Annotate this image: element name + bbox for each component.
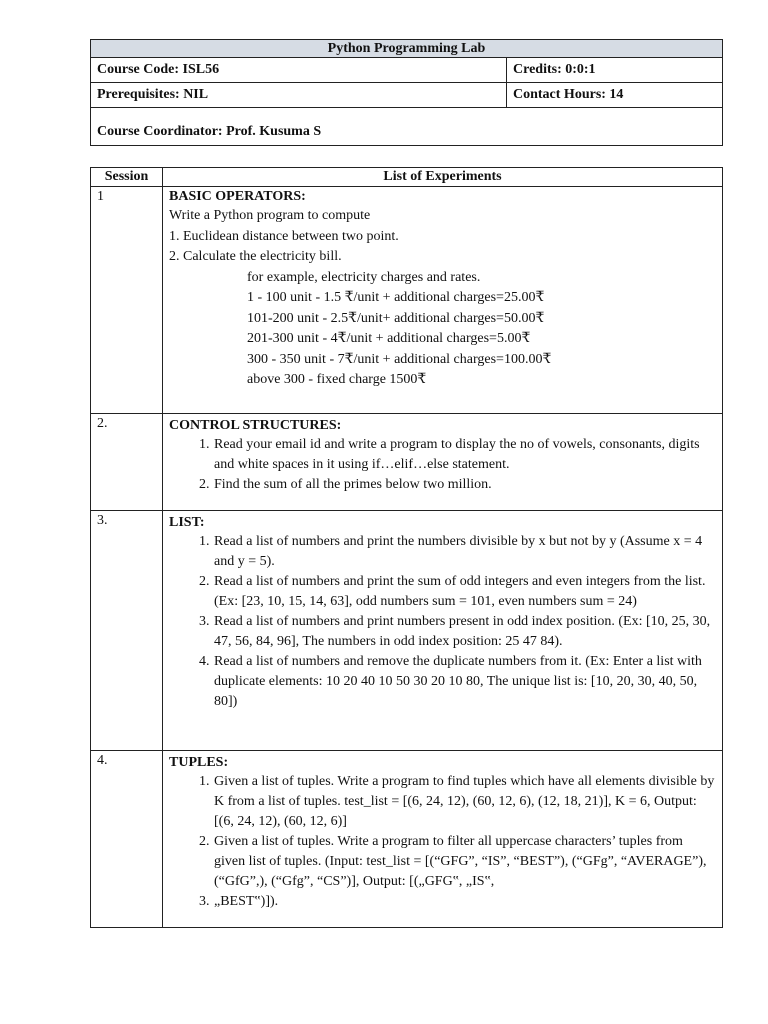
course-header-table — [90, 39, 723, 146]
list-item: 2. Given a list of tuples. Write a program to filter all uppercase characters’ tuples from given list of tuples. (Input: test_list = [(“GFG”, “IS”, “BEST”), (“GFg”, “AVERAGE”), (“GfG”,), (“Gfg”, “CS”)], Output: [(„GFG‟, „IS‟, — [213, 832, 716, 892]
session-row-4 — [91, 751, 723, 928]
list-item: 1. Given a list of tuples. Write a program to find tuples which have all elements divisible by K from a list of tuples. test_list = [(6, 24, 12), (60, 12, 6), (12, 18, 21)], K = 6, Output: [(6, 24, 12), (60, 12, 6)] — [213, 772, 716, 832]
rate-line: 1 - 100 unit - 1.5 ₹/unit + additional charges=25.00₹ — [247, 290, 545, 305]
rate-line: 201-300 unit - 4₹/unit + additional charges=5.00₹ — [247, 331, 531, 346]
session-number: 1 — [91, 187, 163, 414]
session-number: 2. — [91, 414, 163, 511]
content-line: 1. Euclidean distance between two point. — [169, 228, 399, 244]
section-title: CONTROL STRUCTURES: — [169, 418, 342, 433]
content-line: 2. Calculate the electricity bill. — [169, 249, 342, 264]
contact-hours: Contact Hours: 14 — [507, 83, 723, 108]
session-row-1 — [91, 187, 723, 414]
session-row-2 — [91, 414, 723, 511]
course-coordinator: Course Coordinator: Prof. Kusuma S — [91, 108, 723, 146]
rate-line: above 300 - fixed charge 1500₹ — [247, 372, 427, 387]
experiment-list — [169, 772, 716, 912]
credits: Credits: 0:0:1 — [507, 58, 723, 83]
session-content — [163, 751, 723, 928]
session-number: 4. — [91, 751, 163, 928]
experiments-column-header: List of Experiments — [163, 168, 723, 187]
rate-line: 101-200 unit - 2.5₹/unit+ additional charges=50.00₹ — [247, 310, 545, 326]
experiments-table — [90, 167, 723, 928]
session-number: 3. — [91, 511, 163, 751]
experiment-list — [169, 435, 716, 495]
course-title: Python Programming Lab — [91, 40, 723, 58]
list-item: 1. Read a list of numbers and print the numbers divisible by x but not by y (Assume x = 4 and y = 5). — [213, 532, 716, 572]
list-item: 2. Read a list of numbers and print the sum of odd integers and even integers from the list.(Ex: [23, 10, 15, 14, 63], odd numbers sum = 101, even numbers sum = 24) — [213, 572, 716, 612]
list-item: 1. Read your email id and write a program to display the no of vowels, consonants, digits and white spaces in it using if…elif…else statement. — [213, 435, 716, 475]
section-title: TUPLES: — [169, 755, 229, 770]
session-content — [163, 414, 723, 511]
course-code: Course Code: ISL56 — [91, 58, 507, 83]
list-item: 4. Read a list of numbers and remove the duplicate numbers from it. (Ex: Enter a list with duplicate elements: 10 20 40 10 50 30 20 10 80, The unique list is: [10, 20, 30, 40, 50, 80]) — [213, 652, 716, 712]
list-item: 3. „BEST‟)]). — [213, 892, 716, 912]
list-item: 2. Find the sum of all the primes below two million. — [213, 475, 716, 495]
content-line: Write a Python program to compute — [169, 208, 371, 223]
session-content — [163, 187, 723, 414]
section-title: LIST: — [169, 515, 205, 530]
rate-line: 300 - 350 unit - 7₹/unit + additional charges=100.00₹ — [247, 351, 552, 367]
session-column-header: Session — [91, 168, 163, 187]
session-row-3 — [91, 511, 723, 751]
prerequisites: Prerequisites: NIL — [91, 83, 507, 108]
session-content — [163, 511, 723, 751]
experiment-list — [169, 532, 716, 712]
rate-line: for example, electricity charges and rates. — [247, 269, 481, 285]
section-title: BASIC OPERATORS: — [169, 189, 306, 204]
list-item: 3. Read a list of numbers and print numbers present in odd index position. (Ex: [10, 25, 30, 47, 56, 84, 96], The numbers in odd index position: 25 47 84). — [213, 612, 716, 652]
